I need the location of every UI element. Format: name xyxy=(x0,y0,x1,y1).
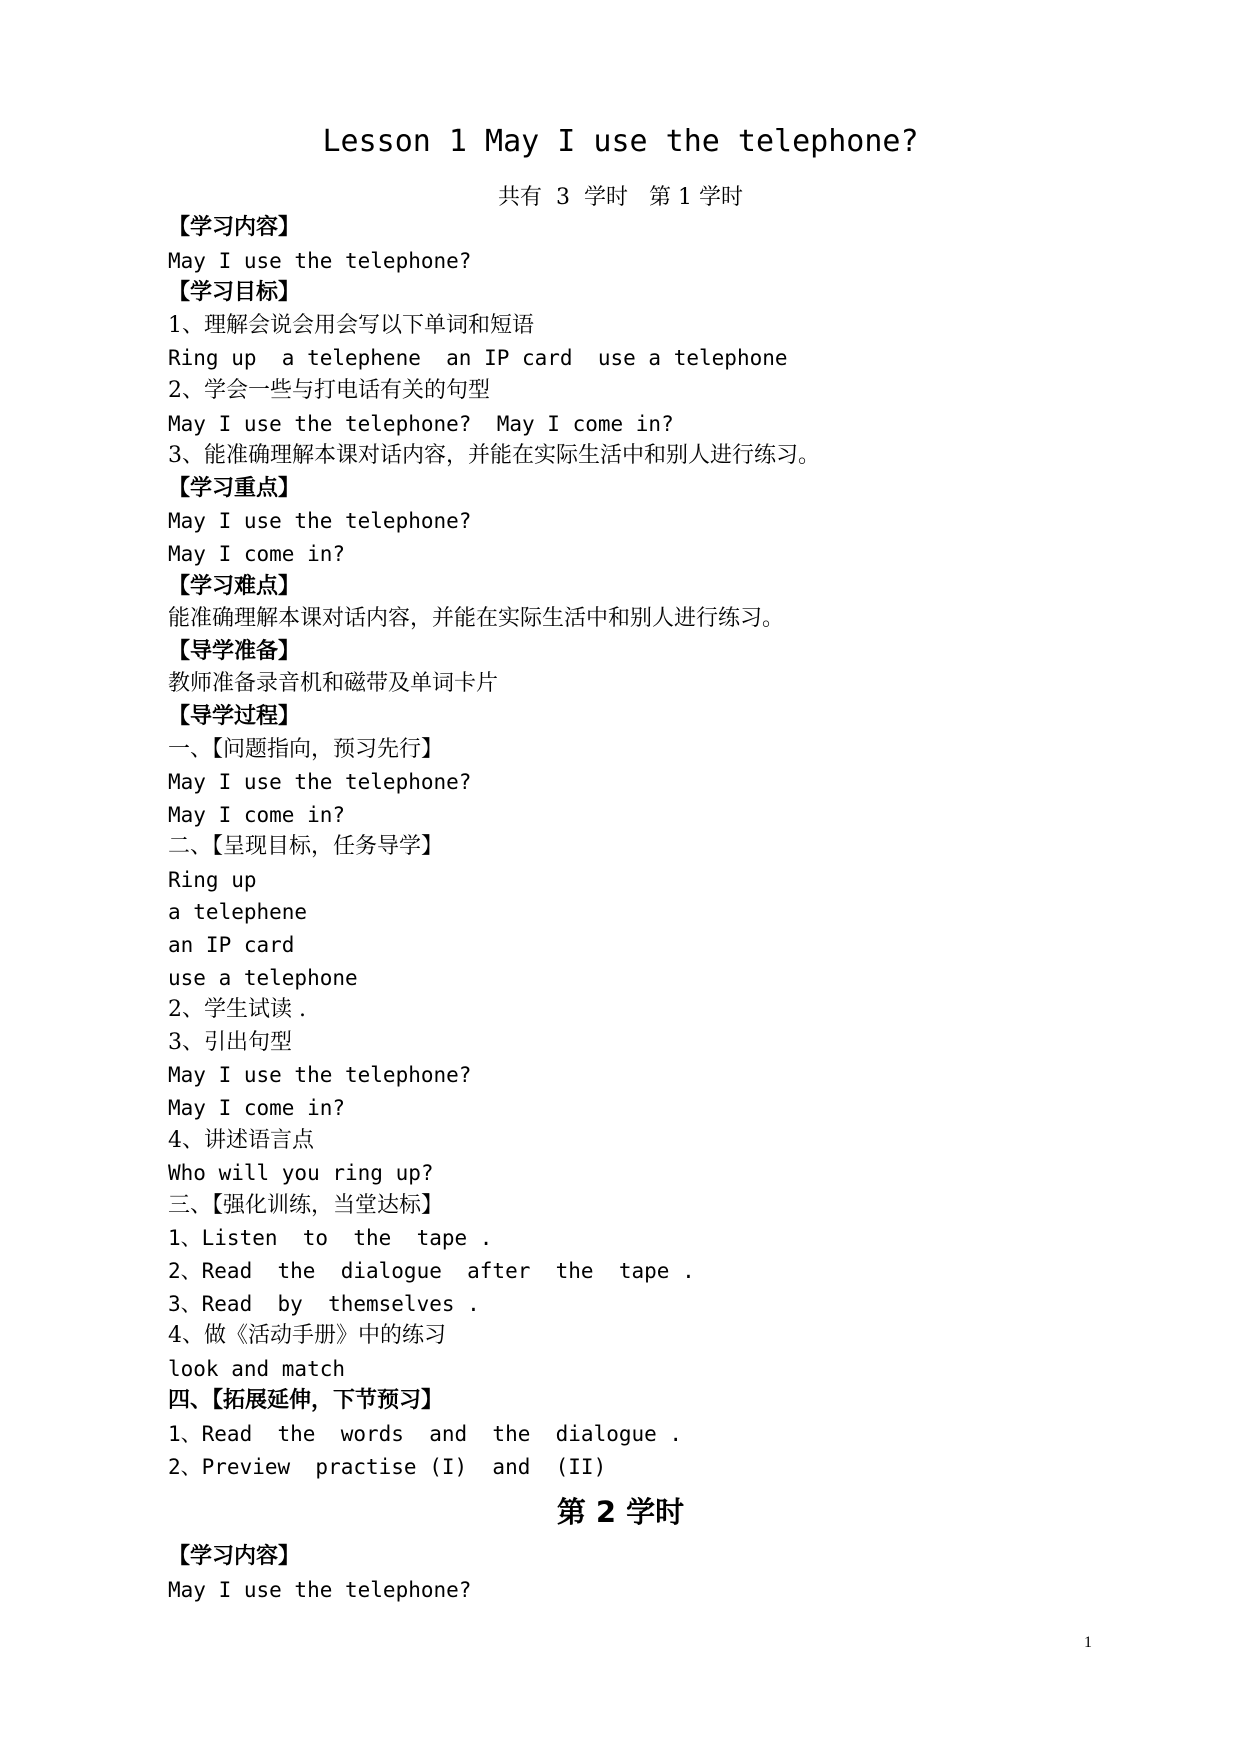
lesson-title: Lesson 1 May I use the telephone? xyxy=(322,124,919,159)
text-line: 4、讲述语言点 xyxy=(168,1127,314,1153)
text-line: 3、Read by themselves . xyxy=(168,1291,480,1316)
section-heading: 【导学准备】 xyxy=(168,638,301,664)
section-heading: 【导学过程】 xyxy=(168,703,301,729)
text-line: May I use the telephone? May I come in? xyxy=(168,411,674,436)
text-line: May I use the telephone? xyxy=(168,1063,472,1088)
text-line: 2、Read the dialogue after the tape . xyxy=(168,1259,695,1283)
text-line: 一、【问题指向，预习先行】 xyxy=(168,736,444,762)
text-line: 1、理解会说会用会写以下单词和短语 xyxy=(168,312,534,338)
lesson-body xyxy=(168,212,1168,1606)
section-heading: 【学习目标】 xyxy=(168,280,301,306)
text-line: May I come in? xyxy=(168,541,346,566)
lesson-hours: 共有 3 学时 第 1 学时 xyxy=(498,185,743,210)
text-line: 4、做《活动手册》中的练习 xyxy=(168,1323,446,1349)
text-line: May I come in? xyxy=(168,802,346,827)
text-line: look and match xyxy=(168,1356,346,1381)
text-line: May I use the telephone? xyxy=(168,770,472,795)
text-line: use a telephone xyxy=(168,965,358,990)
period-heading: 第 2 学时 xyxy=(556,1495,685,1530)
text-line: 3、引出句型 xyxy=(168,1029,292,1055)
text-line: 1、Read the words and the dialogue . xyxy=(168,1421,683,1446)
section-heading: 【学习重点】 xyxy=(168,475,301,501)
text-line: 3、能准确理解本课对话内容，并能在实际生活中和别人进行练习。 xyxy=(168,443,820,469)
section-heading: 四、【拓展延伸，下节预习】 xyxy=(168,1388,444,1414)
text-line: Ring up xyxy=(168,867,257,892)
text-line: Who will you ring up? xyxy=(168,1161,434,1186)
text-line: May I come in? xyxy=(168,1096,346,1121)
section-heading: 【学习难点】 xyxy=(168,573,301,599)
text-line: 2、学生试读 . xyxy=(168,997,306,1023)
section-heading: 【学习内容】 xyxy=(168,215,301,240)
text-line: Ring up a telephene an IP card use a telephone xyxy=(168,346,788,371)
text-line: May I use the telephone? xyxy=(168,509,472,534)
text-line: 2、Preview practise (I) and (II) xyxy=(168,1454,607,1479)
text-line: May I use the telephone? xyxy=(168,1577,472,1602)
page-number: 1 xyxy=(1084,1634,1092,1651)
text-line: 2、学会一些与打电话有关的句型 xyxy=(168,377,490,403)
text-line: 二、【呈现目标，任务导学】 xyxy=(168,834,444,860)
text-line: 1、Listen to the tape . xyxy=(168,1226,493,1251)
text-line: 教师准备录音机和磁带及单词卡片 xyxy=(168,671,499,697)
section-heading: 【学习内容】 xyxy=(168,1544,301,1570)
text-line: a telephene xyxy=(168,900,308,925)
text-line: 能准确理解本课对话内容，并能在实际生活中和别人进行练习。 xyxy=(168,606,785,632)
text-line: May I use the telephone? xyxy=(168,248,472,273)
text-line: 三、【强化训练，当堂达标】 xyxy=(168,1192,444,1218)
text-line: an IP card xyxy=(168,933,295,958)
